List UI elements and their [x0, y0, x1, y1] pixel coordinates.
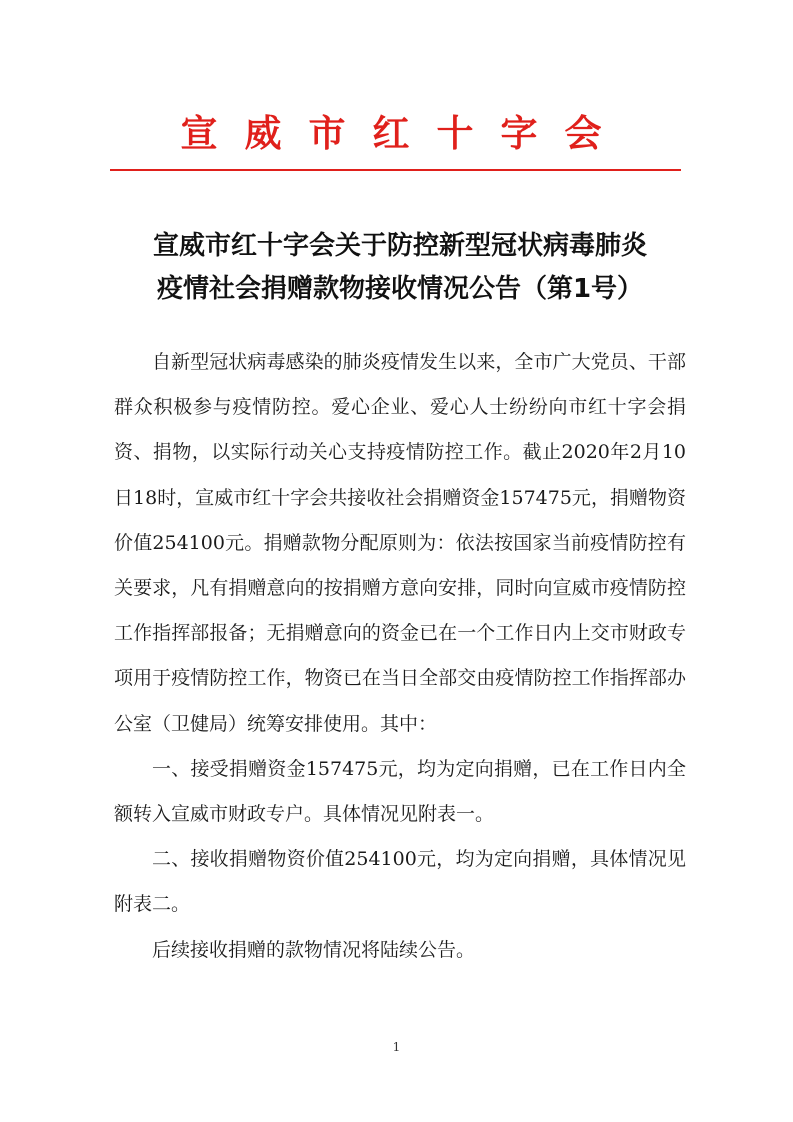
body-paragraph-materials: 二、接收捐赠物资价值254100元，均为定向捐赠，具体情况见附表二。	[114, 848, 686, 916]
body-paragraph-funds: 一、接受捐赠资金157475元，均为定向捐赠，已在工作日内全额转入宣威市财政专户。具体情况见附表一。	[114, 757, 686, 826]
body-paragraph-intro: 自新型冠状病毒感染的肺炎疫情发生以来，全市广大党员、干部群众积极参与疫情防控。爱心企业、爱心人士纷纷向市红十字会捐资、捐物，以实际行动关心支持疫情防控工作。截止2020年2月10日18时，宣威市红十字会共接收社会捐赠资金157475元，捐赠物资价值254100元。捐赠款物分配原则为：依法按国家当前疫情防控有关要求，凡有捐赠意向的按捐赠方意向安排，同时向宣威市疫情防控工作指挥部报备；无捐赠意向的资金已在一个工作日内上交市财政专项用于疫情防控工作，物资已在当日全部交由疫情防控工作指挥部办公室（卫健局）统筹安排使用。其中：	[114, 351, 686, 735]
title-line-1: 宣威市红十字会关于防控新型冠状病毒肺炎	[152, 231, 647, 261]
body-paragraph-followup: 后续接收捐赠的款物情况将陆续公告。	[152, 938, 476, 961]
organization-masthead: 宣威市红十字会	[180, 112, 629, 155]
title-line-2: 疫情社会捐赠款物接收情况公告（第1号）	[156, 274, 644, 304]
page-number: 1	[392, 1040, 401, 1054]
announcement-body	[114, 340, 686, 973]
announcement-title	[100, 225, 700, 311]
masthead-red-rule	[110, 169, 681, 171]
